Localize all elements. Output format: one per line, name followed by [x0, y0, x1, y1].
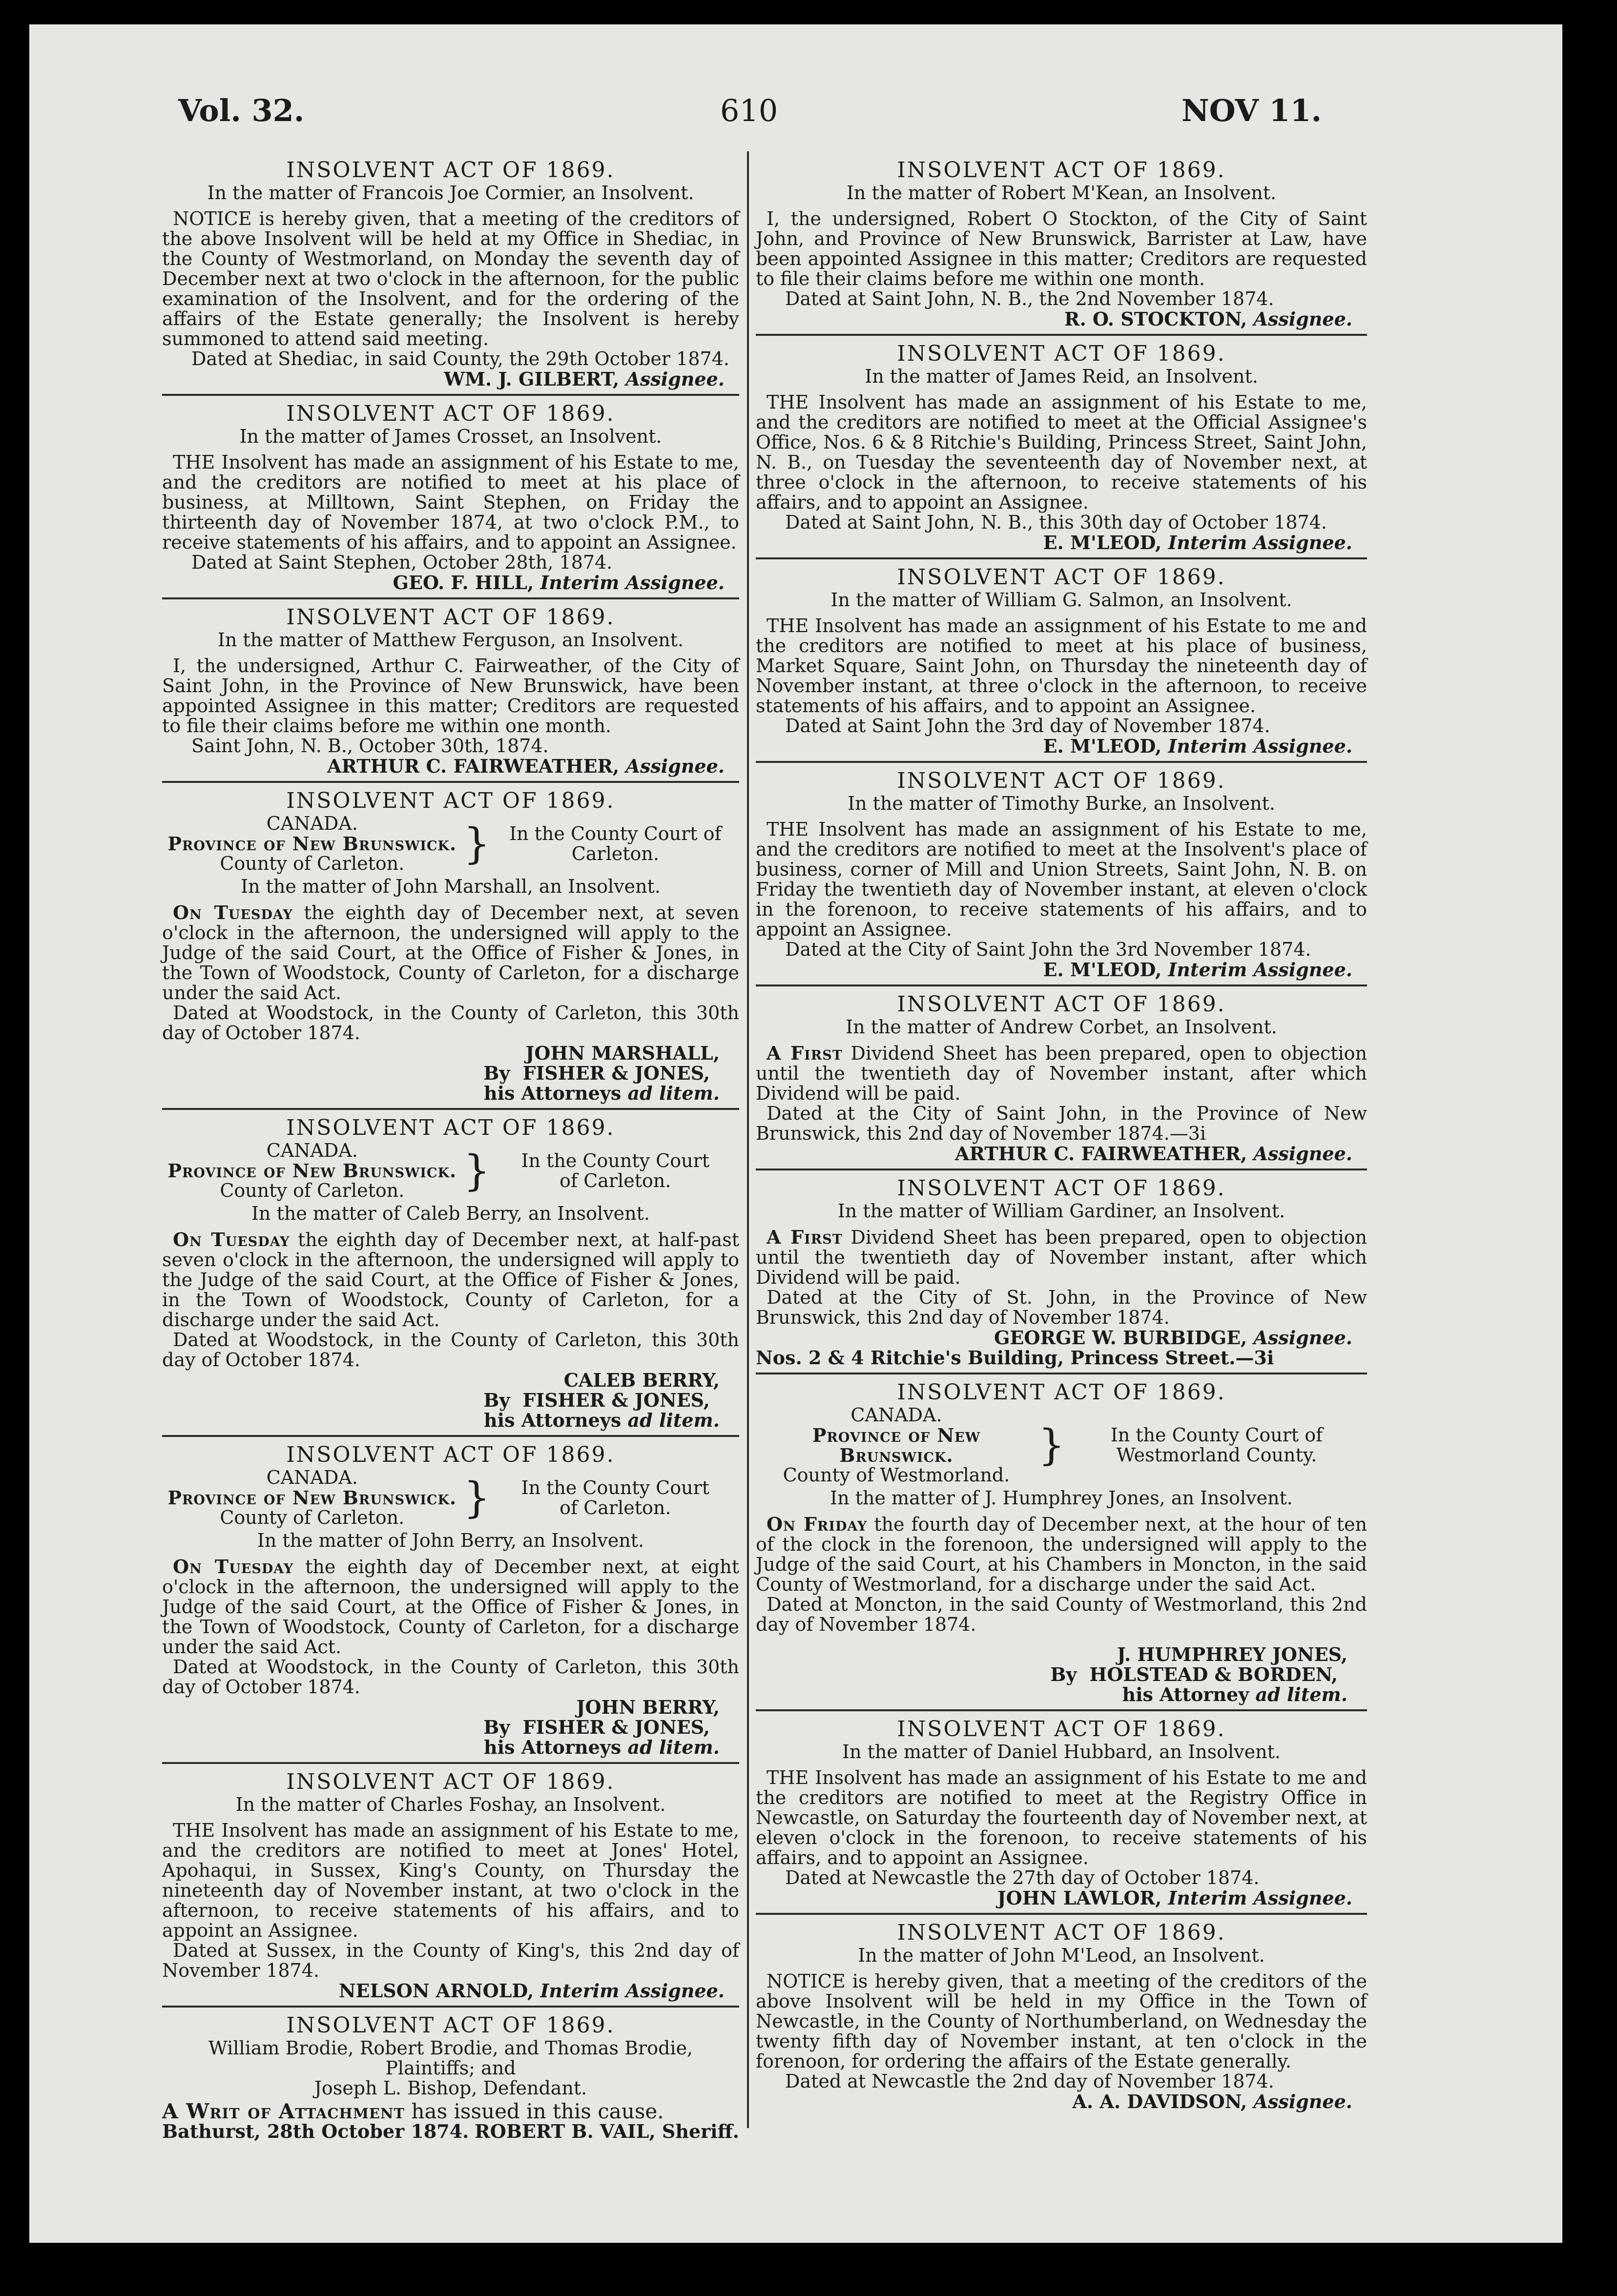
- notice-signature: [756, 1144, 1367, 1164]
- applicant-name: JOHN BERRY,: [576, 1696, 720, 1718]
- notice-signature: [756, 1888, 1367, 1908]
- left-column: [162, 152, 739, 2146]
- notice-cormier: [162, 152, 739, 396]
- firm-name: FISHER & JONES,: [522, 1389, 710, 1411]
- body-text: has issued in this cause.: [411, 2099, 664, 2123]
- notice-heading: INSOLVENT ACT OF 1869.: [286, 401, 615, 426]
- notice-matter: In the matter of Francois Joe Cormier, an Insolvent.: [207, 182, 694, 204]
- attys-label: his Attorney: [1122, 1683, 1249, 1705]
- county: County of Westmorland.: [783, 1464, 1010, 1486]
- attorney-firm: [756, 1664, 1367, 1684]
- lead-words: A First: [767, 1226, 843, 1248]
- notice-body: [162, 902, 739, 1003]
- notice-ferguson: [162, 599, 739, 783]
- notice-dated: Dated at Moncton, in the said County of Westmorland, this 2nd day of November 1874.: [756, 1594, 1367, 1635]
- signer-name: ROBERT B. VAIL, Sheriff.: [475, 2120, 739, 2142]
- attorney-role: [756, 1684, 1367, 1704]
- notice-dated: Dated at Woodstock, in the County of Carleton, this 30th day of October 1874.: [162, 1329, 739, 1371]
- notice-body: THE Insolvent has made an assignment of his Estate to me, and the creditors are notified to meet at the Insolvent's place of business, corner of Mill and Union Streets, Saint John, N. B. on Friday the twentieth day of November instant, at eleven o'clock in the forenoon, to receive statements of his affairs, and to appoint an Assignee.: [756, 819, 1367, 940]
- notice-heading: INSOLVENT ACT OF 1869.: [897, 1717, 1226, 1742]
- notice-body: THE Insolvent has made an assignment of his Estate to me and the creditors are notified to meet at the Registry Office in Newcastle, on Saturday the fourteenth day of November next, at eleven o'clock in the forenoon, to receive statements of his affairs, and to appoint an Assignee.: [756, 1767, 1367, 1868]
- by-label: By: [1050, 1663, 1077, 1685]
- province: Province of New Brunswick.: [812, 1424, 981, 1466]
- notice-dated: Dated at Sussex, in the County of King's, this 2nd day of November 1874.: [162, 1940, 739, 1981]
- court-caption: [162, 814, 739, 874]
- notice-heading: INSOLVENT ACT OF 1869.: [897, 158, 1226, 183]
- lead-words: A First: [767, 1042, 843, 1064]
- signer-name: E. M'LEOD,: [1043, 735, 1162, 757]
- by-label: By: [483, 1389, 510, 1411]
- country: CANADA.: [266, 1140, 358, 1161]
- notice-matter: In the matter of John Berry, an Insolvent.: [257, 1530, 644, 1551]
- notice-heading: INSOLVENT ACT OF 1869.: [286, 2013, 615, 2038]
- notice-signature: [756, 2091, 1367, 2112]
- notice-dated: Saint John, N. B., October 30th, 1874.: [191, 735, 549, 757]
- notice-body: NOTICE is hereby given, that a meeting of the creditors of the above Insolvent will be held at my Office in Shediac, in the County of Westmorland, on Monday the seventh day of December next at two o'clock in the afternoon, for the public examination of the Insolvent, and for the ordering of the affairs of the Estate generally; the Insolvent is hereby summoned to attend said meeting.: [162, 208, 739, 349]
- notice-dated: Dated at the City of St. John, in the Province of New Brunswick, this 2nd day of November 1874.: [756, 1287, 1367, 1328]
- attys-label: his Attorneys: [484, 1736, 622, 1758]
- brace-glyph: }: [1038, 1421, 1065, 1470]
- attorney-firm: [162, 1063, 739, 1083]
- attys-label: his Attorneys: [484, 1082, 622, 1104]
- notice-body: [162, 1557, 739, 1657]
- notice-body: [756, 1514, 1367, 1595]
- jurisdiction: [162, 1468, 462, 1528]
- attorney-firm: [162, 1390, 739, 1410]
- firm-name: FISHER & JONES,: [522, 1062, 710, 1084]
- notice-caleb-berry: [162, 1110, 739, 1437]
- notice-heading: INSOLVENT ACT OF 1869.: [897, 565, 1226, 590]
- page-number: 610: [720, 93, 778, 128]
- notice-body: THE Insolvent has made an assignment of his Estate to me, and the creditors are notified to meet at Jones' Hotel, Apohaqui, in Sussex, King's County, on Thursday the nineteenth day of November instant, at two o'clock in the afternoon, to receive statements of his affairs, and to appoint an Assignee.: [162, 1820, 739, 1941]
- notice-body: [162, 1230, 739, 1330]
- notice-heading: INSOLVENT ACT OF 1869.: [286, 788, 615, 813]
- applicant-name: CALEB BERRY,: [563, 1369, 720, 1391]
- ad-litem: ad litem.: [627, 1082, 720, 1104]
- ad-litem: ad litem.: [627, 1409, 720, 1431]
- body-text: the eighth day of December next, at seven o'clock in the afternoon, the undersigned will apply to the Judge of the said Court, at the Office of Fisher & Jones, in the Town of Woodstock, County of Carleton, for a discharge under the said Act.: [162, 902, 739, 1004]
- notice-matter: In the matter of Matthew Ferguson, an Insolvent.: [217, 629, 684, 651]
- court-name: [492, 1151, 739, 1191]
- notice-body: [162, 2101, 739, 2121]
- brace-glyph: }: [463, 1473, 490, 1522]
- jurisdiction: [162, 814, 462, 874]
- notice-matter: In the matter of Robert M'Kean, an Insolvent.: [846, 182, 1277, 204]
- volume-number: Vol. 32.: [178, 93, 305, 128]
- notice-body: I, the undersigned, Arthur C. Fairweather, of the City of Saint John, in the Province of New Brunswick, have been appointed Assignee in this matter; Creditors are requested to file their claims before me within one month.: [162, 655, 739, 737]
- court-name: [492, 824, 739, 864]
- notice-dated: Dated at Saint John the 3rd day of November 1874.: [785, 715, 1270, 737]
- attorney-role: [162, 1083, 739, 1103]
- notice-body: NOTICE is hereby given, that a meeting of the creditors of the above Insolvent will be held in my Office in the Town of Newcastle, in the County of Northumberland, on Wednesday the twenty fifth day of November instant, at ten o'clock in the forenoon, for ordering the affairs of the Estate generally.: [756, 1970, 1367, 2072]
- jurisdiction: [162, 1141, 462, 1201]
- body-text: Dividend Sheet has been prepared, open to objection until the twentieth day of November instant, after which Dividend will be paid.: [756, 1043, 1367, 1104]
- signer-role: Assignee.: [625, 368, 725, 390]
- signer-role: Interim Assignee.: [1168, 1887, 1352, 1909]
- notice-foshay: [162, 1764, 739, 2008]
- notice-brodie-writ: [162, 2008, 739, 2146]
- notice-burke: [756, 763, 1367, 986]
- notice-dated: Dated at Saint John, N. B., the 2nd November 1874.: [785, 288, 1274, 309]
- notice-signature: [162, 573, 739, 593]
- signer-name: WM. J. GILBERT,: [444, 368, 620, 390]
- jurisdiction: [756, 1405, 1037, 1485]
- signer-role: Assignee.: [1253, 308, 1352, 330]
- notice-heading: INSOLVENT ACT OF 1869.: [286, 1769, 615, 1794]
- body-text: the eighth day of December next, at eight o'clock in the afternoon, the undersigned will apply to the Judge of the said Court, at the Office of Fisher & Jones, in the Town of Woodstock, County of Carleton, for a discharge under the said Act.: [162, 1556, 739, 1658]
- court-line: In the County Court of: [509, 822, 722, 844]
- county: County of Carleton.: [220, 853, 405, 874]
- plaintiffs: William Brodie, Robert Brodie, and Thomas Brodie,: [208, 2037, 693, 2059]
- province: Province of New Brunswick.: [167, 1487, 457, 1509]
- notice-dated: Dated at Newcastle the 2nd day of November 1874.: [785, 2070, 1274, 2092]
- signer-role: Assignee.: [625, 755, 725, 777]
- notice-matter: In the matter of J. Humphrey Jones, an Insolvent.: [830, 1487, 1293, 1509]
- ad-litem: ad litem.: [1255, 1683, 1348, 1705]
- attorney-role: [162, 1737, 739, 1757]
- signer-role: Interim Assignee.: [1168, 735, 1352, 757]
- by-label: By: [483, 1716, 510, 1738]
- notice-dated: Dated at Shediac, in said County, the 29th October 1874.: [191, 348, 729, 369]
- notice-heading: INSOLVENT ACT OF 1869.: [897, 768, 1226, 793]
- notice-body: THE Insolvent has made an assignment of his Estate to me, and the creditors are notified to meet at the Official Assignee's Office, Nos. 6 & 8 Ritchie's Building, Princess Street, Saint John, N. B., on Tuesday the seventeenth day of November next, at three o'clock in the afternoon, to receive statements of his affairs, and to appoint an Assignee.: [756, 391, 1367, 513]
- notice-body: [756, 1227, 1367, 1288]
- notice-body: I, the undersigned, Robert O Stockton, of the City of Saint John, and Province of New Brunswick, Barrister at Law, have been appointed Assignee in this matter; Creditors are requested to file their claims before me within one month.: [756, 208, 1367, 289]
- signer-name: NELSON ARNOLD,: [338, 1980, 534, 2002]
- notice-signature: [756, 533, 1367, 553]
- notice-crosset: [162, 396, 739, 599]
- notice-body: [756, 1043, 1367, 1104]
- country: CANADA.: [266, 813, 358, 834]
- notice-matter: In the matter of Caleb Berry, an Insolvent.: [251, 1203, 650, 1224]
- signer-role: Interim Assignee.: [540, 572, 725, 594]
- body-text: the eighth day of December next, at half-past seven o'clock in the afternoon, the undersigned will apply to the Judge of the said Court, at the Office of Fisher & Jones, in the Town of Woodstock, County of Carleton, for a discharge under the said Act.: [162, 1229, 739, 1331]
- court-caption: [162, 1468, 739, 1528]
- court-caption: [162, 1141, 739, 1201]
- notice-heading: INSOLVENT ACT OF 1869.: [897, 1380, 1226, 1405]
- firm-name: HOLSTEAD & BORDEN,: [1089, 1663, 1338, 1685]
- notice-matter: In the matter of Timothy Burke, an Insolvent.: [848, 793, 1275, 814]
- firm-name: FISHER & JONES,: [522, 1716, 710, 1738]
- notice-marshall: [162, 783, 739, 1110]
- notice-heading: INSOLVENT ACT OF 1869.: [286, 1442, 615, 1467]
- ad-litem: ad litem.: [627, 1736, 720, 1758]
- notice-heading: INSOLVENT ACT OF 1869.: [286, 1115, 615, 1140]
- court-caption: [756, 1405, 1367, 1485]
- notice-heading: INSOLVENT ACT OF 1869.: [286, 158, 615, 183]
- notice-dated: Bathurst, 28th October 1874.: [162, 2120, 469, 2142]
- notice-salmon: [756, 559, 1367, 763]
- signer-name: ARTHUR C. FAIRWEATHER,: [954, 1143, 1247, 1165]
- signer-role: Assignee.: [1253, 2091, 1352, 2112]
- notice-heading: INSOLVENT ACT OF 1869.: [897, 341, 1226, 366]
- court-line: In the County Court: [521, 1476, 710, 1498]
- notice-signature: [162, 1981, 739, 2001]
- notice-dated: Dated at Woodstock, in the County of Carleton, this 30th day of October 1874.: [162, 1656, 739, 1698]
- notice-signature: [162, 756, 739, 776]
- attys-label: his Attorneys: [484, 1409, 622, 1431]
- notice-heading: INSOLVENT ACT OF 1869.: [897, 1176, 1226, 1201]
- court-place: of Carleton.: [560, 1169, 671, 1191]
- brace-glyph: }: [463, 1146, 490, 1195]
- notice-matter: In the matter of James Reid, an Insolvent.: [865, 366, 1258, 387]
- notice-matter: In the matter of William Gardiner, an Insolvent.: [837, 1200, 1285, 1222]
- signer-name: ARTHUR C. FAIRWEATHER,: [327, 755, 620, 777]
- signer-name: E. M'LEOD,: [1043, 532, 1162, 554]
- notice-heading: INSOLVENT ACT OF 1869.: [897, 1920, 1226, 1945]
- notice-dated: Dated at the City of Saint John, in the Province of New Brunswick, this 2nd day of November 1874.—3i: [756, 1103, 1367, 1144]
- signer-role: Interim Assignee.: [1168, 532, 1352, 554]
- court-name: [1066, 1425, 1367, 1465]
- notice-heading: INSOLVENT ACT OF 1869.: [286, 605, 615, 630]
- notice-signature: [756, 1328, 1367, 1348]
- notice-signature: [756, 736, 1367, 756]
- plaintiffs-label: Plaintiffs; and: [385, 2057, 516, 2079]
- lead-words: On Tuesday: [173, 1556, 294, 1578]
- notice-matter: In the matter of Andrew Corbet, an Insolvent.: [846, 1016, 1277, 1038]
- signer-role: Interim Assignee.: [540, 1980, 725, 2002]
- notice-dated: Dated at Newcastle the 27th day of October 1874.: [785, 1867, 1260, 1888]
- notice-matter: In the matter of Charles Foshay, an Insolvent.: [235, 1794, 666, 1815]
- notice-mleod: [756, 1915, 1367, 2116]
- notice-dated: Dated at Saint Stephen, October 28th, 1874.: [191, 552, 613, 573]
- notice-matter: In the matter of John Marshall, an Insolvent.: [241, 876, 661, 897]
- attorney-firm: [162, 1717, 739, 1737]
- applicant-name: J. HUMPHREY JONES,: [1117, 1643, 1348, 1665]
- column-divider: [747, 151, 749, 2128]
- notice-corbet: [756, 986, 1367, 1170]
- court-place: of Carleton.: [560, 1496, 671, 1518]
- brace-glyph: }: [463, 819, 490, 868]
- notice-dated: Dated at Saint John, N. B., this 30th day of October 1874.: [785, 512, 1327, 533]
- signer-role: Interim Assignee.: [1168, 959, 1352, 981]
- county: County of Carleton.: [220, 1180, 405, 1201]
- province: Province of New Brunswick.: [167, 1160, 457, 1182]
- notice-reid: [756, 336, 1367, 559]
- signer-name: GEORGE W. BURBIDGE,: [994, 1327, 1247, 1349]
- notice-signature: [162, 369, 739, 389]
- notice-mkean: [756, 152, 1367, 336]
- signer-name: E. M'LEOD,: [1043, 959, 1162, 981]
- lead-words: On Tuesday: [173, 902, 293, 923]
- court-name: [492, 1478, 739, 1518]
- signer-name: R. O. STOCKTON,: [1064, 308, 1247, 330]
- court-line: In the County Court: [521, 1149, 710, 1171]
- by-label: By: [483, 1062, 510, 1084]
- country: CANADA.: [850, 1404, 942, 1426]
- signer-name: A. A. DAVIDSON,: [1072, 2091, 1247, 2112]
- issue-date: NOV 11.: [1182, 93, 1322, 128]
- notice-matter: In the matter of James Crosset, an Insolvent.: [239, 426, 662, 447]
- country: CANADA.: [266, 1467, 358, 1488]
- notice-dated: Dated at Woodstock, in the County of Carleton, this 30th day of October 1874.: [162, 1002, 739, 1044]
- province: Province of New Brunswick.: [167, 833, 457, 855]
- notice-humphrey-jones: [756, 1374, 1367, 1711]
- signer-role: Assignee.: [1253, 1143, 1352, 1165]
- notice-body: THE Insolvent has made an assignment of his Estate to me, and the creditors are notified to meet at his place of business, at Milltown, Saint Stephen, on Friday the thirteenth day of November 1874, at two o'clock P.M., to receive statements of his affairs, and to appoint an Assignee.: [162, 451, 739, 553]
- gazette-page: [29, 24, 1562, 2243]
- court-place: Carleton.: [571, 842, 659, 864]
- county: County of Carleton.: [220, 1507, 405, 1528]
- notice-dated: Dated at the City of Saint John the 3rd November 1874.: [785, 939, 1311, 960]
- notice-hubbard: [756, 1711, 1367, 1915]
- signer-name: JOHN LAWLOR,: [997, 1887, 1162, 1909]
- notice-signature: [756, 309, 1367, 329]
- right-column: [756, 152, 1367, 2116]
- body-text: Dividend Sheet has been prepared, open to objection until the twentieth day of November instant, after which Dividend will be paid.: [756, 1227, 1367, 1288]
- notice-matter: In the matter of John M'Leod, an Insolvent.: [858, 1945, 1265, 1966]
- notice-footer: [162, 2121, 739, 2141]
- defendant: Joseph L. Bishop, Defendant.: [314, 2077, 587, 2099]
- lead-words: On Friday: [767, 1513, 868, 1535]
- signer-name: GEO. F. HILL,: [393, 572, 534, 594]
- signer-role: Assignee.: [1253, 1327, 1352, 1349]
- notice-gardiner: [756, 1170, 1367, 1374]
- lead-words: On Tuesday: [173, 1229, 290, 1250]
- notice-john-berry: [162, 1437, 739, 1764]
- notice-body: THE Insolvent has made an assignment of his Estate to me and the creditors are notified to meet at his place of business, Market Square, Saint John, on Thursday the nineteenth day of November instant, at three o'clock in the afternoon, to receive statements of his affairs, and to appoint an Assignee.: [756, 615, 1367, 717]
- applicant-name: JOHN MARSHALL,: [525, 1042, 720, 1064]
- office-address: Nos. 2 & 4 Ritchie's Building, Princess Street.—3i: [756, 1347, 1274, 1369]
- body-text: the fourth day of December next, at the hour of ten of the clock in the forenoon, the undersigned will apply to the Judge of the said Court, at his Chambers in Moncton, in the said County of Westmorland, for a discharge under the said Act.: [756, 1514, 1367, 1595]
- lead-words: A Writ of Attachment: [162, 2099, 405, 2123]
- court-line: In the County Court of: [1110, 1424, 1323, 1446]
- notice-signature: [756, 960, 1367, 980]
- court-place: Westmorland County.: [1116, 1444, 1317, 1466]
- attorney-role: [162, 1410, 739, 1430]
- notice-matter: In the matter of William G. Salmon, an Insolvent.: [830, 589, 1292, 611]
- notice-matter: In the matter of Daniel Hubbard, an Insolvent.: [842, 1741, 1281, 1763]
- notice-heading: INSOLVENT ACT OF 1869.: [897, 992, 1226, 1017]
